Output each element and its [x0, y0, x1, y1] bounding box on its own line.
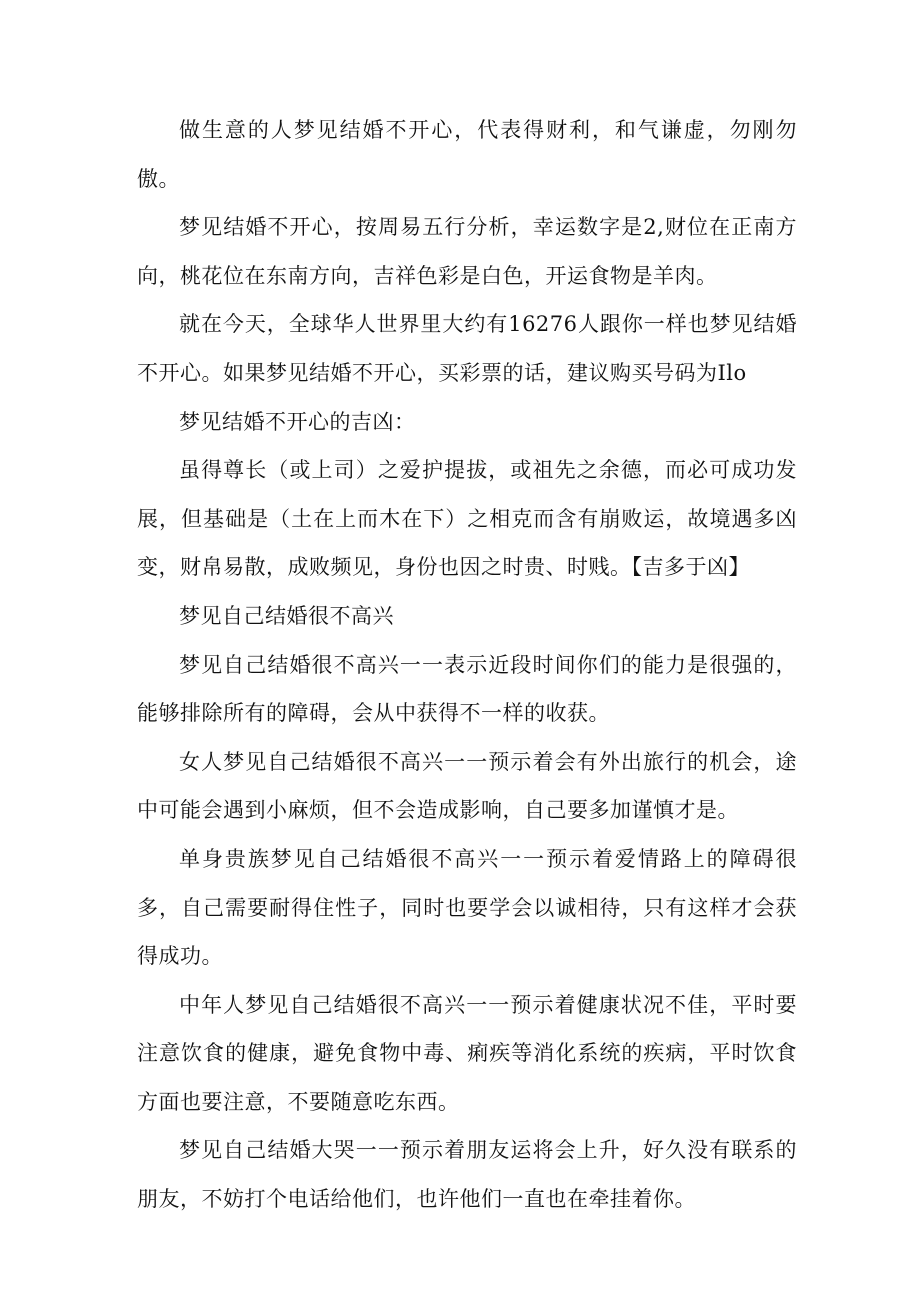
paragraph-single: 单身贵族梦见自己结婚很不高兴一一预示着爱情路上的障碍很多，自己需要耐得住性子，同时也要学会以诚相待，只有这样才会获得成功。	[137, 846, 797, 969]
paragraph-middle-aged: 中年人梦见自己结婚很不高兴一一预示着健康状况不佳，平时要注意饮食的健康，避免食物中毒、痢疾等消化系统的疾病，平时饮食方面也要注意，不要随意吃东西。	[137, 992, 797, 1114]
paragraph-fortune: 虽得尊长（或上司）之爱护提拔，或祖先之余德，而必可成功发展，但基础是（土在上而木在下）之相克而含有崩败运，故境遇多凶变，财帛易散，成败频见，身份也因之时贵、时贱。【吉多于凶】	[137, 458, 797, 580]
section-heading-unhappy-wedding: 梦见自己结婚很不高兴	[179, 603, 394, 628]
paragraph-lottery: 就在今天，全球华人世界里大约有16276人跟你一样也梦见结婚不开心。如果梦见结婚不开心，买彩票的话，建议购买号码为Ilo	[137, 312, 797, 385]
section-heading-fortune: 梦见结婚不开心的吉凶：	[179, 409, 416, 434]
paragraph-business: 做生意的人梦见结婚不开心，代表得财利，和气谦虚，勿刚勿傲。	[137, 118, 797, 191]
paragraph-crying: 梦见自己结婚大哭一一预示着朋友运将会上升，好久没有联系的朋友，不妨打个电话给他们，也许他们一直也在牵挂着你。	[137, 1138, 797, 1212]
paragraph-woman: 女人梦见自己结婚很不高兴一一预示着会有外出旅行的机会，途中可能会遇到小麻烦，但不会造成影响，自己要多加谨慎才是。	[137, 749, 797, 823]
document-body	[137, 106, 797, 1224]
paragraph-ability: 梦见自己结婚很不高兴一一表示近段时间你们的能力是很强的，能够排除所有的障碍，会从中获得不一样的收获。	[137, 652, 797, 726]
paragraph-five-elements: 梦见结婚不开心，按周易五行分析，幸运数字是2,财位在正南方向，桃花位在东南方向，吉祥色彩是白色，开运食物是羊肉。	[137, 215, 797, 288]
